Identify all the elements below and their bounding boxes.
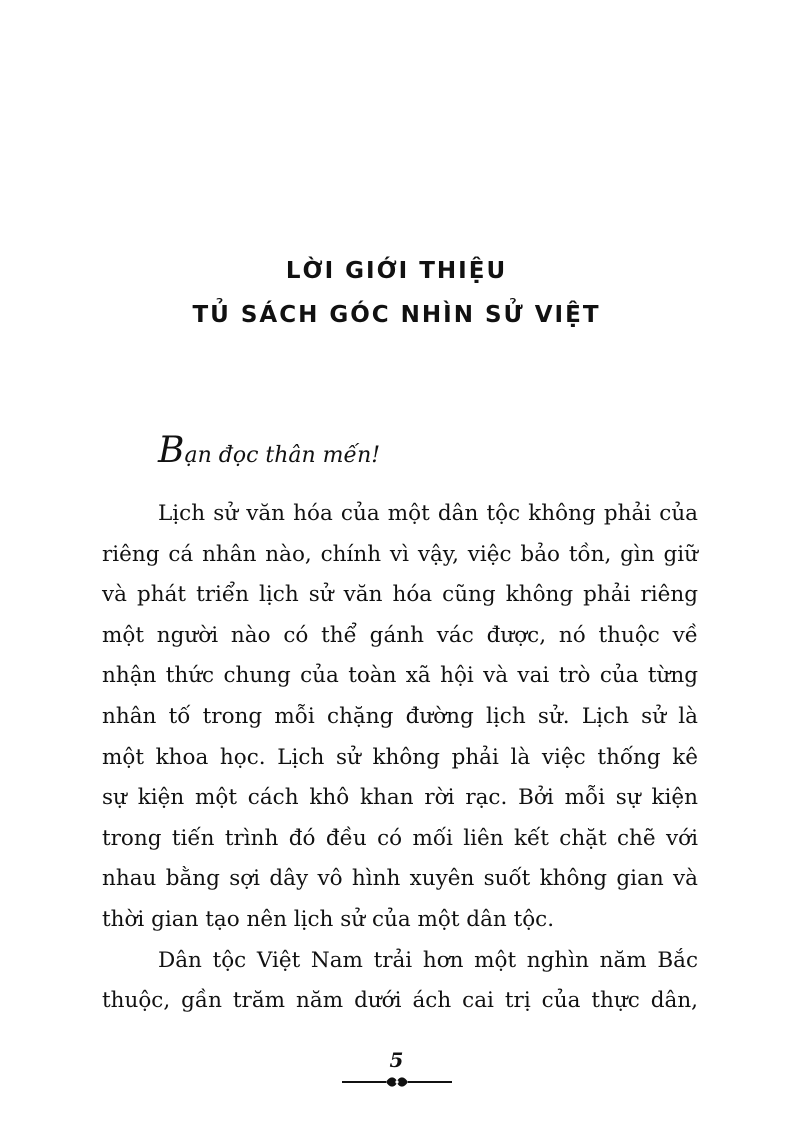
- text-line: sự kiện một cách khô khan rời rạc. Bởi mỗi sự kiện: [102, 785, 698, 811]
- text-line: một khoa học. Lịch sử không phải là việc thống kê: [102, 744, 698, 770]
- text-line: Dân tộc Việt Nam trải hơn một nghìn năm Bắc: [158, 947, 698, 973]
- text-line: nhân tố trong mỗi chặng đường lịch sử. Lịch sử là: [102, 703, 698, 729]
- salutation-text: ạn đọc thân mến!: [184, 443, 381, 468]
- page-heading-line-2: TỦ SÁCH GÓC NHÌN SỬ VIỆT: [192, 302, 601, 328]
- text-line: riêng cá nhân nào, chính vì vậy, việc bảo tồn, gìn giữ: [102, 541, 698, 567]
- paragraph-1: [102, 494, 698, 941]
- text-line: nhận thức chung của toàn xã hội và vai trò của từng: [102, 663, 698, 689]
- salutation: [158, 430, 381, 471]
- text-line: một người nào có thể gánh vác được, nó thuộc về: [102, 622, 698, 648]
- paragraph-2: [102, 941, 698, 1022]
- text-line: thuộc, gần trăm năm dưới ách cai trị của thực dân,: [102, 988, 698, 1014]
- page-number: 5: [389, 1048, 404, 1072]
- text-line: nhau bằng sợi dây vô hình xuyên suốt không gian và: [102, 866, 698, 892]
- salutation-initial: B: [158, 430, 185, 471]
- page-heading-line-1: LỜI GIỚI THIỆU: [285, 258, 508, 284]
- text-line: thời gian tạo nên lịch sử của một dân tộc.: [102, 906, 555, 932]
- page-number-ornament: [340, 1072, 454, 1092]
- text-line: trong tiến trình đó đều có mối liên kết chặt chẽ với: [102, 825, 698, 851]
- body-text: [102, 494, 698, 1022]
- text-line: Lịch sử văn hóa của một dân tộc không phải của: [158, 501, 698, 526]
- text-line: và phát triển lịch sử văn hóa cũng không phải riêng: [102, 582, 698, 608]
